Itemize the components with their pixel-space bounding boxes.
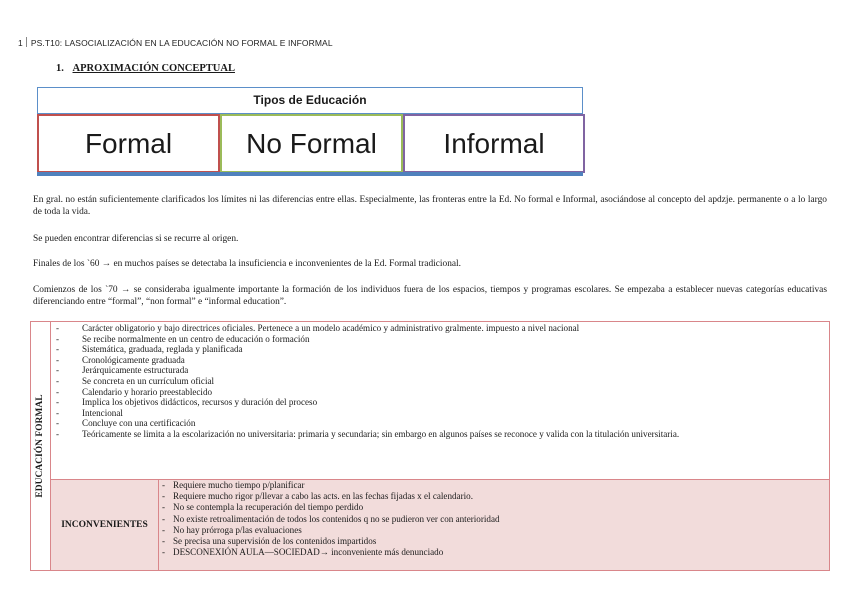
paragraph-sixties: Finales de los `60 → en muchos países se detectaba la insuficiencia e inconvenientes de la Ed. Formal tradicional. (33, 259, 461, 269)
list-item: - Se concreta en un currículum oficial (56, 375, 215, 386)
types-bottom-bar (37, 172, 583, 176)
list-item: - Concluye con una certificación (56, 418, 196, 429)
list-item: - Calendario y horario preestablecido (56, 386, 213, 397)
formal-side-label-text: EDUCACIÓN FORMAL (35, 394, 45, 498)
inconvenientes-list (159, 480, 829, 558)
list-item: - Requiere mucho tiempo p/planificar (162, 480, 305, 490)
list-item: - No se contempla la recuperación del tiempo perdido (162, 502, 364, 513)
list-item: - No hay prórroga p/las evaluaciones (162, 524, 302, 535)
page-number: 1 (18, 38, 23, 48)
list-item: - Cronológicamente graduada (56, 354, 185, 365)
inconvenientes-section (51, 480, 829, 570)
education-types-diagram (37, 87, 583, 176)
type-no-formal: No Formal (220, 114, 403, 173)
list-item: - Intencional (56, 407, 123, 418)
section-number: 1. (56, 63, 64, 74)
paragraph-origin: Se pueden encontrar diferencias si se recurre al origen. (33, 234, 239, 244)
list-item: - DESCONEXIÓN AULA—SOCIEDAD→ inconveniente más denunciado (162, 547, 444, 558)
formal-side-label (31, 322, 51, 570)
list-item: - Carácter obligatorio y bajo directrices oficiales. Pertenece a un modelo académico y administrativo gralmente. impuesto a nivel nacional (56, 323, 580, 333)
paragraph-limits: En gral. no están suficientemente clarificados los límites ni las diferencias entre ellas. Especialmente, las fronteras entre la Ed. No formal e Informal, asociándose al concepto del apdzje. permanente o a lo largo de toda la vida. (33, 195, 827, 217)
formal-education-table (30, 321, 830, 571)
list-item: - Sistemática, graduada, reglada y planificada (56, 344, 243, 355)
document-title: PS.T10: LASOCIALIZACIÓN EN LA EDUCACIÓN NO FORMAL E INFORMAL (30, 38, 333, 48)
paragraph-seventies: Comienzos de los `70 → se consideraba igualmente importante la formación de los individuos fuera de los espacios, tiempos y programas escolares. Se empezaba a establecer nuevas categorías educativas diferenciando entre “formal”, “non formal” e “informal education”. (33, 285, 827, 307)
list-item: - Requiere mucho rigor p/llevar a cabo las acts. en las fechas fijadas x el calendario. (162, 491, 473, 502)
list-item: - Implica los objetivos didácticos, recursos y duración del proceso (56, 397, 318, 408)
types-title: Tipos de Educación (37, 87, 583, 114)
type-formal: Formal (37, 114, 220, 173)
header-divider (26, 37, 27, 47)
page-header (18, 37, 333, 48)
section-title: APROXIMACIÓN CONCEPTUAL (72, 63, 235, 74)
list-item: - Se precisa una supervisión de los contenidos impartidos (162, 536, 377, 547)
type-informal: Informal (403, 114, 585, 173)
inconvenientes-label: INCONVENIENTES (51, 480, 159, 570)
list-item: - Teóricamente se limita a la escolarización no universitaria: primaria y secundaria; sin embargo en algunos países se reconoce y valida con la titulación universitaria. (56, 428, 680, 439)
section-heading (56, 63, 235, 74)
list-item: - No existe retroalimentación de todos los contenidos q no se pudieron ver con anterioridad (162, 513, 500, 524)
formal-characteristics-list (51, 323, 829, 480)
list-item: - Jerárquicamente estructurada (56, 365, 189, 376)
list-item: - Se recibe normalmente en un centro de educación o formación (56, 333, 310, 344)
